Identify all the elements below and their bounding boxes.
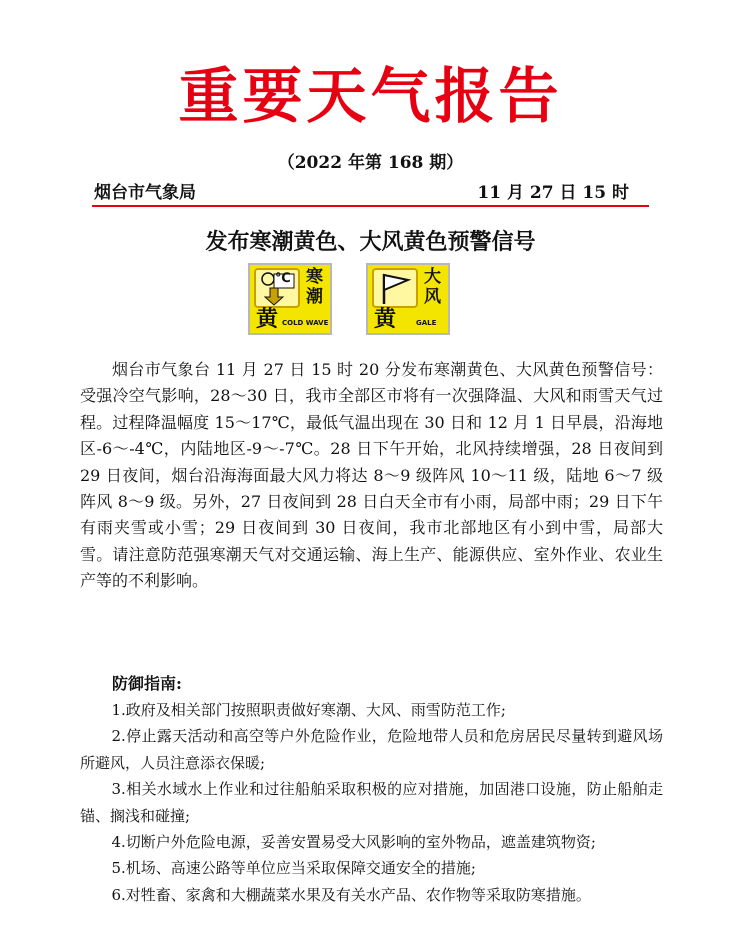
issue-time: 11 月 27 日 15 时 xyxy=(477,183,629,203)
body-paragraph: 烟台市气象台 11 月 27 日 15 时 20 分发布寒潮黄色、大风黄色预警信号：受强冷空气影响，28～30 日，我市全部区市将有一次强降温、大风和雨雪天气过程。过程降温幅度 15～17℃，最低气温出现在 30 日和 12 月 1 日早晨，沿海地区-6～-4℃，内陆地区-9～-7℃。28 日下午开始，北风持续增强，28 日夜间到 29 日夜间，烟台沿海海面最大风力将达 8～9 级阵风 10～11 级，陆地 6～7 级阵风 8～9 级。另外，27 日夜间到 28 日白天全市有小雨，局部中雨；29 日下午有雨夹雪或小雪；29 日夜间到 30 日夜间，我市北部地区有小到中雪，局部大雪。请注意防范强寒潮天气对交通运输、海上生产、能源供应、室外作业、农业生产等的不利影响。 xyxy=(80,360,663,591)
signal-level: 黄 xyxy=(256,307,279,332)
issuer: 烟台市气象局 xyxy=(94,183,196,203)
signal-type-bottom: 潮 xyxy=(306,287,323,307)
thermometer-cold-icon xyxy=(254,268,300,308)
guide-list xyxy=(80,697,663,908)
report-body xyxy=(80,357,663,595)
warning-signals xyxy=(0,263,741,335)
guide-item: 6.对牲畜、家禽和大棚蔬菜水果及有关水产品、农作物等采取防寒措施。 xyxy=(111,885,591,904)
report-title: 重要天气报告 xyxy=(178,62,563,132)
gale-signal xyxy=(366,263,450,335)
signal-level: 黄 xyxy=(374,307,397,332)
guide-item: 3.相关水域水上作业和过往船舶采取积极的应对措施，加固港口设施，防止船舶走锚、搁浅和碰撞; xyxy=(80,780,663,825)
signal-type-bottom: 风 xyxy=(424,287,441,307)
guide-item: 4.切断户外危险电源，妥善安置易受大风影响的室外物品，遮盖建筑物资; xyxy=(111,833,596,852)
signal-tag: GALE xyxy=(416,319,437,327)
signal-tag: COLD WAVE xyxy=(282,319,329,327)
guide-item: 2.停止露天活动和高空等户外危险作业，危险地带人员和危房居民尽量转到避风场所避风，人员注意添衣保暖; xyxy=(80,727,663,772)
signal-type-top: 寒 xyxy=(306,267,323,287)
guide-title: 防御指南: xyxy=(112,674,182,693)
wind-flag-icon xyxy=(372,268,418,308)
cold-wave-signal xyxy=(248,263,332,335)
guide-item: 5.机场、高速公路等单位应当采取保障交通安全的措施; xyxy=(111,859,476,878)
guide-item: 1.政府及相关部门按照职责做好寒潮、大风、雨雪防范工作; xyxy=(111,701,506,719)
report-header xyxy=(92,181,649,207)
signal-type-top: 大 xyxy=(424,267,441,287)
issue-number: （2022 年第 168 期） xyxy=(277,153,464,173)
warning-headline: 发布寒潮黄色、大风黄色预警信号 xyxy=(205,230,536,255)
celsius-glyph: ℃ xyxy=(275,271,291,286)
